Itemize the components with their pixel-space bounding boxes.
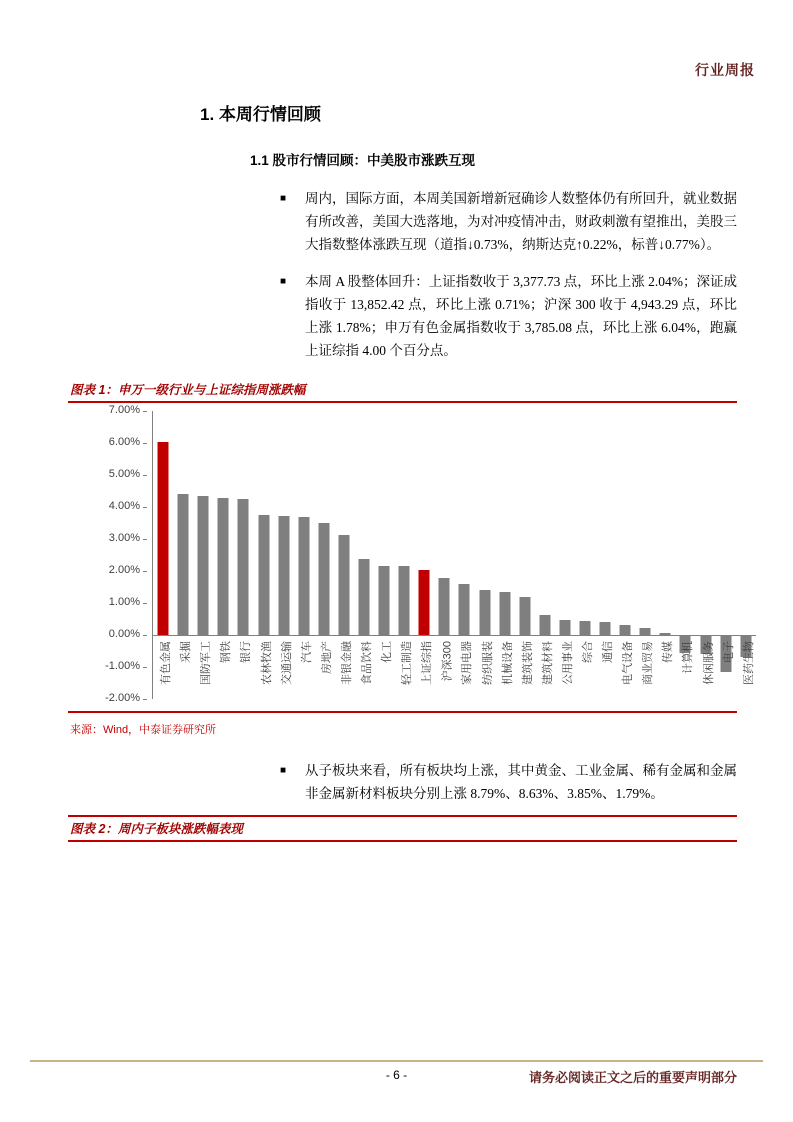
- x-axis-label-轻工制造: 轻工制造: [401, 641, 414, 685]
- bar-column-计算机: [675, 411, 695, 699]
- bar-column-化工: [374, 411, 394, 699]
- x-axis-label-通信: 通信: [602, 641, 615, 663]
- x-axis-label-化工: 化工: [381, 641, 394, 663]
- x-axis-label-非银金融: 非银金融: [340, 641, 353, 685]
- bar-沪深300: [439, 578, 450, 635]
- y-axis-tick-mark: [143, 539, 147, 540]
- bar-column-汽车: [294, 411, 314, 699]
- bar-钢铁: [218, 498, 229, 635]
- y-axis-tick-label: 4.00%: [108, 500, 140, 512]
- bar-机械设备: [499, 592, 510, 635]
- page-number: - 6 -: [385, 1068, 408, 1082]
- y-axis-tick-label: 2.00%: [108, 564, 140, 576]
- y-axis-tick-mark: [143, 699, 147, 700]
- y-axis-tick-label: 5.00%: [108, 468, 140, 480]
- y-axis-tick-label: -2.00%: [105, 692, 140, 704]
- x-axis-label-有色金属: 有色金属: [160, 641, 173, 685]
- x-axis-label-机械设备: 机械设备: [501, 641, 514, 685]
- x-axis-label-计算机: 计算机: [682, 641, 695, 674]
- x-axis-label-医药生物: 医药生物: [742, 641, 755, 685]
- bar-column-有色金属: [153, 411, 173, 699]
- x-axis-label-食品饮料: 食品饮料: [360, 641, 373, 685]
- figure2-header: [68, 815, 737, 842]
- bullet-square-icon: ■: [280, 765, 287, 776]
- bar-上证综指: [419, 570, 430, 635]
- bar-column-食品饮料: [354, 411, 374, 699]
- bar-农林牧渔: [258, 515, 269, 635]
- bar-column-家用电器: [454, 411, 474, 699]
- y-axis-tick-label: 3.00%: [108, 532, 140, 544]
- bar-column-建筑材料: [535, 411, 555, 699]
- chart-y-axis: [68, 404, 152, 704]
- bar-column-公用事业: [555, 411, 575, 699]
- bullet-square-icon: ■: [280, 276, 287, 287]
- bullet-text: 从子板块来看，所有板块均上涨，其中黄金、工业金属、稀有金属和金属非金属新材料板块分别上涨 8.79%、8.63%、3.85%、1.79%。: [305, 763, 737, 801]
- bar-家用电器: [459, 584, 470, 635]
- bar-column-电气设备: [615, 411, 635, 699]
- x-axis-label-房地产: 房地产: [320, 641, 333, 674]
- bar-column-传媒: [655, 411, 675, 699]
- bullet-a-share-markets: [280, 270, 737, 362]
- bar-column-电子: [716, 411, 736, 699]
- figure2-title: 图表 2：周内子板块涨跌幅表现: [70, 822, 243, 836]
- bar-column-非银金融: [334, 411, 354, 699]
- footer-disclaimer: 请务必阅读正文之后的重要声明部分: [528, 1070, 737, 1085]
- bar-综合: [580, 621, 591, 635]
- y-axis-tick-mark: [143, 411, 147, 412]
- x-axis-label-农林牧渔: 农林牧渔: [260, 641, 273, 685]
- bar-商业贸易: [640, 628, 651, 635]
- x-axis-label-上证综指: 上证综指: [421, 641, 434, 685]
- y-axis-tick-label: 6.00%: [108, 436, 140, 448]
- bullet-text: 周内，国际方面，本周美国新增新冠确诊人数整体仍有所回升，就业数据有所改善，美国大选落地，为对冲疫情冲击，财政刺激有望推出，美股三大指数整体涨跌互现（道指↓0.73%，纳斯达克↑0.22%，标普↓0.77%）。: [305, 191, 737, 252]
- report-type-header: 行业周报: [695, 62, 755, 78]
- bar-column-国防军工: [193, 411, 213, 699]
- x-axis-label-电气设备: 电气设备: [622, 641, 635, 685]
- x-axis-label-休闲服务: 休闲服务: [702, 641, 715, 685]
- bar-轻工制造: [399, 566, 410, 635]
- bar-column-医药生物: [736, 411, 756, 699]
- x-axis-label-建筑装饰: 建筑装饰: [521, 641, 534, 685]
- x-axis-label-家用电器: 家用电器: [461, 641, 474, 685]
- bullet-text: 本周 A 股整体回升：上证指数收于 3,377.73 点，环比上涨 2.04%；深证成指收于 13,852.42 点，环比上涨 0.71%；沪深 300 收于 4,943.29 点，环比上涨 1.78%；申万有色金属指数收于 3,785.08 点，环比上涨 6.04%，跑赢上证综指 4.00 个百分点。: [305, 274, 737, 358]
- bar-column-钢铁: [213, 411, 233, 699]
- bar-纺织服装: [479, 590, 490, 635]
- bar-有色金属: [158, 442, 169, 635]
- subsection-title: 1.1 股市行情回顾：中美股市涨跌互现: [250, 153, 476, 168]
- bar-传媒: [660, 633, 671, 635]
- bar-银行: [238, 499, 249, 635]
- bar-公用事业: [559, 620, 570, 635]
- content-area: [68, 100, 755, 842]
- bar-column-沪深300: [434, 411, 454, 699]
- figure1-title: 图表 1：申万一级行业与上证综指周涨跌幅: [70, 383, 306, 397]
- bar-column-房地产: [314, 411, 334, 699]
- bar-column-休闲服务: [696, 411, 716, 699]
- bar-国防军工: [198, 496, 209, 635]
- y-axis-tick-mark: [143, 571, 147, 572]
- y-axis-tick-mark: [143, 443, 147, 444]
- bar-column-轻工制造: [394, 411, 414, 699]
- bar-建筑材料: [539, 615, 550, 635]
- bar-非银金融: [338, 535, 349, 635]
- bar-通信: [600, 622, 611, 635]
- x-axis-label-国防军工: 国防军工: [200, 641, 213, 685]
- bar-column-机械设备: [495, 411, 515, 699]
- x-axis-label-采掘: 采掘: [180, 641, 193, 663]
- bullet-international-markets: [280, 187, 737, 256]
- industry-weekly-change-bar-chart: [68, 404, 755, 711]
- bar-column-采掘: [173, 411, 193, 699]
- bullet-square-icon: ■: [280, 193, 287, 204]
- x-axis-label-电子: 电子: [722, 641, 735, 663]
- figure1-source: 来源：Wind，中泰证券研究所: [70, 724, 217, 736]
- x-axis-label-商业贸易: 商业贸易: [642, 641, 655, 685]
- bar-交通运输: [278, 516, 289, 635]
- y-axis-tick-mark: [143, 667, 147, 668]
- bar-column-银行: [233, 411, 253, 699]
- y-axis-tick-mark: [143, 635, 147, 636]
- y-axis-tick-label: -1.00%: [105, 660, 140, 672]
- y-axis-tick-label: 0.00%: [108, 628, 140, 640]
- bar-column-农林牧渔: [253, 411, 273, 699]
- x-axis-label-沪深300: 沪深300: [441, 641, 454, 682]
- figure1-bottom-rule: [68, 711, 737, 713]
- x-axis-label-纺织服装: 纺织服装: [481, 641, 494, 685]
- x-axis-label-公用事业: 公用事业: [561, 641, 574, 685]
- bar-建筑装饰: [519, 597, 530, 635]
- bar-column-上证综指: [414, 411, 434, 699]
- y-axis-tick-mark: [143, 475, 147, 476]
- x-axis-label-汽车: 汽车: [300, 641, 313, 663]
- bar-电气设备: [620, 625, 631, 635]
- bar-汽车: [298, 517, 309, 635]
- section-title: 1. 本周行情回顾: [200, 105, 321, 124]
- x-axis-label-交通运输: 交通运输: [280, 641, 293, 685]
- chart-plot-area: [152, 411, 756, 699]
- x-axis-label-综合: 综合: [582, 641, 595, 663]
- page-footer: [30, 1060, 763, 1092]
- bar-column-交通运输: [274, 411, 294, 699]
- bar-column-纺织服装: [475, 411, 495, 699]
- bar-房地产: [318, 523, 329, 635]
- bar-采掘: [178, 494, 189, 635]
- y-axis-tick-mark: [143, 507, 147, 508]
- bar-column-综合: [575, 411, 595, 699]
- figure1-title-rule: [68, 401, 737, 403]
- y-axis-tick-label: 7.00%: [108, 404, 140, 416]
- x-axis-label-银行: 银行: [240, 641, 253, 663]
- x-axis-label-传媒: 传媒: [662, 641, 675, 663]
- bar-column-商业贸易: [635, 411, 655, 699]
- bar-化工: [379, 566, 390, 635]
- x-axis-label-建筑材料: 建筑材料: [541, 641, 554, 685]
- bar-column-建筑装饰: [515, 411, 535, 699]
- x-axis-label-钢铁: 钢铁: [220, 641, 233, 663]
- y-axis-tick-mark: [143, 603, 147, 604]
- figure2-bottom-rule: [68, 840, 737, 842]
- bar-column-通信: [595, 411, 615, 699]
- bullet-sub-sectors: [280, 759, 737, 805]
- y-axis-tick-label: 1.00%: [108, 596, 140, 608]
- bar-食品饮料: [358, 559, 369, 635]
